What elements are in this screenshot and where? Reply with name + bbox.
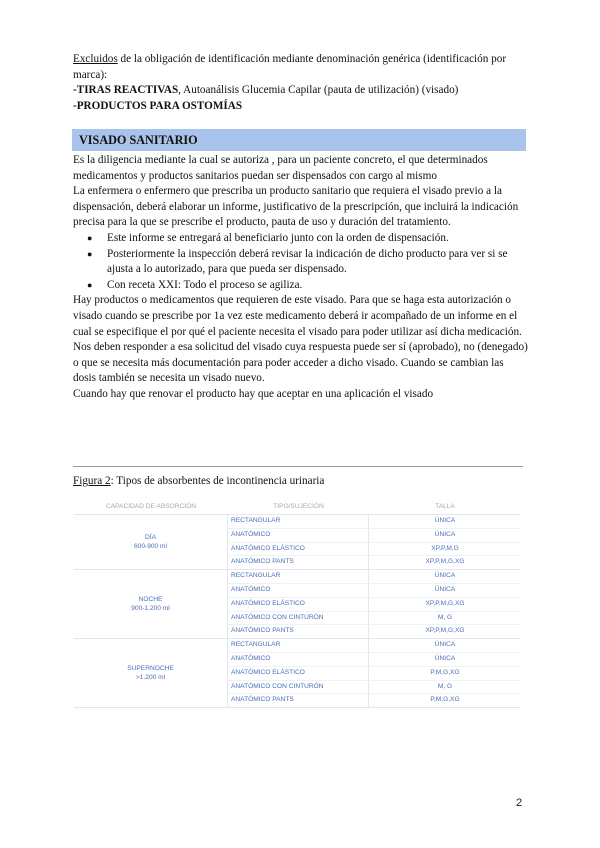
table-row bbox=[228, 653, 521, 667]
group-rows bbox=[228, 639, 521, 707]
group-caption bbox=[74, 570, 228, 638]
cell-type: RECTANGULAR bbox=[228, 570, 369, 583]
figure-caption-text: : Tipos de absorbentes de incontinencia urinaria bbox=[110, 475, 325, 487]
cell-type: RECTANGULAR bbox=[228, 515, 369, 528]
header-size: TALLA bbox=[435, 503, 455, 510]
cell-type: ANATÓMICO CON CINTURÓN bbox=[228, 612, 369, 625]
group-name: NOCHE bbox=[138, 596, 163, 604]
cell-size: P,M,G,XG bbox=[430, 696, 460, 704]
excluded-line bbox=[73, 52, 528, 83]
cell-type: ANATÓMICO PANTS bbox=[228, 556, 369, 569]
table-row bbox=[228, 556, 521, 569]
bullet-item: ● Con receta XXI: Todo el proceso se agiliza. bbox=[73, 278, 528, 294]
group-rows bbox=[228, 570, 521, 638]
cell-type: ANATÓMICO ELÁSTICO bbox=[228, 667, 369, 680]
figure-label: Figura 2 bbox=[73, 475, 111, 487]
table-row bbox=[228, 639, 521, 653]
excluded-label: Excluidos bbox=[73, 53, 118, 65]
group-name: SUPERNOCHE bbox=[127, 665, 174, 673]
table-row bbox=[228, 515, 521, 529]
cell-size: ÚNICA bbox=[434, 530, 456, 538]
bullet-item: ● Este informe se entregará al beneficiario junto con la orden de dispensación. bbox=[73, 231, 528, 247]
tiras-line bbox=[73, 83, 528, 99]
cell-size: ÚNICA bbox=[434, 517, 456, 524]
intro-block bbox=[73, 52, 528, 114]
header-capacity: CAPACIDAD DE ABSORCIÓN bbox=[105, 503, 196, 510]
group-dia bbox=[74, 515, 521, 570]
table-row bbox=[228, 570, 521, 584]
cell-type: ANATÓMICO CON CINTURÓN bbox=[228, 681, 369, 694]
cell-type: ANATÓMICO ELÁSTICO bbox=[228, 598, 369, 611]
table-row bbox=[228, 598, 521, 612]
cell-size: ÚNICA bbox=[434, 641, 456, 649]
cell-type: ANATÓMICO bbox=[228, 529, 369, 542]
table-header bbox=[74, 500, 521, 515]
table-row bbox=[228, 667, 521, 681]
header-type: TIPO/SUJECIÓN bbox=[273, 503, 324, 510]
ostomias-line: -PRODUCTOS PARA OSTOMÍAS bbox=[73, 99, 243, 112]
group-range: >1.200 ml bbox=[135, 674, 166, 682]
absorbents-table bbox=[74, 500, 521, 708]
paragraph-nurse: La enfermera o enfermero que prescriba un producto sanitario que requiera el visado previo a la dispensación, deberá elaborar un informe, justificativo de la prescripción, que incluirá la indicación precisa para la que se prescribe el producto, pauta de uso y duración del tratamiento. bbox=[73, 185, 519, 229]
cell-type: ANATÓMICO ELÁSTICO bbox=[228, 543, 369, 556]
bullet-list bbox=[73, 231, 528, 293]
cell-size: ÚNICA bbox=[434, 572, 456, 580]
cell-size: M, G bbox=[437, 682, 453, 690]
cell-type: RECTANGULAR bbox=[228, 639, 369, 652]
group-range: 600-900 ml bbox=[134, 543, 167, 551]
cell-size: XP,P,M,G,XG bbox=[425, 627, 465, 635]
table-row bbox=[228, 529, 521, 543]
page-number: 2 bbox=[516, 797, 523, 809]
table-row bbox=[228, 584, 521, 598]
group-noche bbox=[74, 570, 521, 639]
table-row bbox=[228, 625, 521, 638]
divider bbox=[73, 466, 523, 467]
paragraph-products: Hay productos o medicamentos que requieren de este visado. Para que se haga esta autorización o visado cuando se prescribe por 1a vez este medicamento deberá ir acompañado de un informe en el cual se especifique el por qué el paciente necesita el visado para poder utilizar así dicha medicación. Nos deben responder a esa solicitud del visado cuya respuesta puede ser sí (aprobado), no (denegado) o que se necesita más documentación para poder acceder a dicho visado. Cuando se cambian las dosis también se necesita un visado nuevo. bbox=[73, 294, 528, 385]
group-supernoche bbox=[74, 639, 521, 708]
figure-caption bbox=[73, 474, 528, 490]
cell-size: ÚNICA bbox=[434, 654, 456, 662]
tiras-text: , Autoanálisis Glucemia Capilar (pauta de utilización) (visado) bbox=[178, 84, 459, 97]
cell-size: XP,P,M,G,XG bbox=[425, 599, 465, 607]
group-caption bbox=[74, 515, 228, 569]
cell-size: XP,P,M,G,XG bbox=[425, 558, 465, 566]
cell-size: XP,P,M,G bbox=[431, 544, 459, 552]
table-row bbox=[228, 543, 521, 557]
bullet-item: ● Posteriormente la inspección deberá revisar la indicación de dicho producto para ver si se ajusta a lo autorizado, para que pueda ser dispensado. bbox=[73, 247, 528, 278]
table-row bbox=[228, 612, 521, 626]
paragraph-definition: Es la diligencia mediante la cual se autoriza , para un paciente concreto, el que determinados medicamentos y productos sanitarios puedan ser dispensados con cargo al mismo bbox=[73, 154, 488, 182]
table-row bbox=[228, 694, 521, 707]
cell-size: P,M,G,XG bbox=[430, 668, 460, 676]
cell-type: ANATÓMICO bbox=[228, 584, 369, 597]
cell-size: M, G bbox=[437, 613, 453, 621]
paragraph-renew: Cuando hay que renovar el producto hay que aceptar en una aplicación el visado bbox=[73, 387, 434, 400]
cell-size: ÚNICA bbox=[434, 585, 456, 593]
section-heading: VISADO SANITARIO bbox=[72, 129, 526, 151]
cell-type: ANATÓMICO bbox=[228, 653, 369, 666]
group-name: DÍA bbox=[145, 534, 156, 542]
group-caption bbox=[74, 639, 228, 707]
cell-type: ANATÓMICO PANTS bbox=[228, 625, 369, 638]
group-range: 900-1.200 ml bbox=[131, 605, 170, 613]
table-row bbox=[228, 681, 521, 695]
group-rows bbox=[228, 515, 521, 569]
body-text bbox=[73, 153, 528, 403]
cell-type: ANATÓMICO PANTS bbox=[228, 694, 369, 707]
tiras-label: -TIRAS REACTIVAS bbox=[73, 84, 179, 97]
excluded-text: de la obligación de identificación mediante denominación genérica (identificación por marca): bbox=[73, 53, 507, 81]
